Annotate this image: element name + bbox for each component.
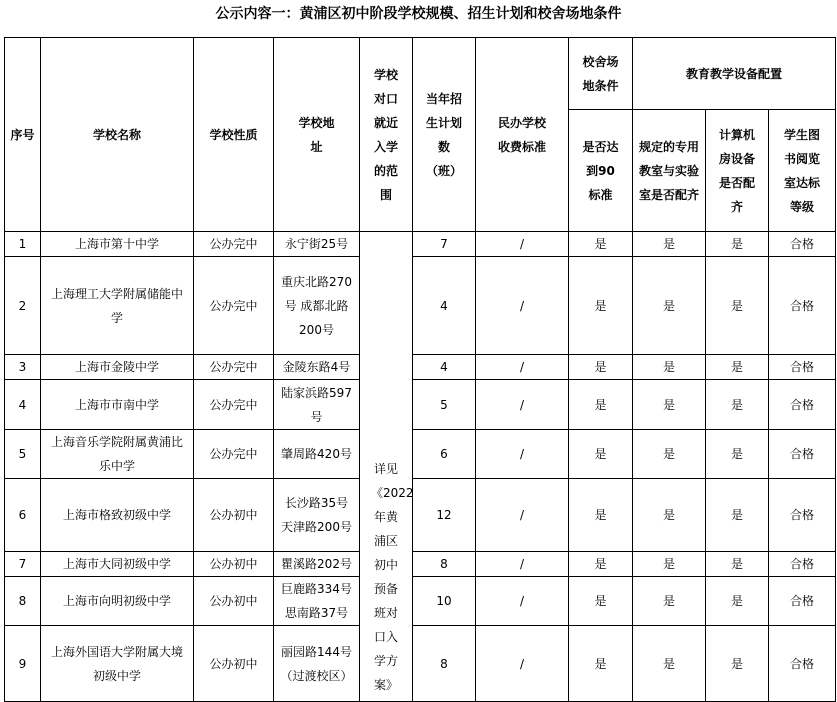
cell-plan: 4: [413, 355, 476, 380]
cell-lab: 是: [633, 552, 706, 577]
cell-lab: 是: [633, 355, 706, 380]
cell-fee: /: [476, 479, 569, 552]
cell-lab: 是: [633, 380, 706, 430]
cell-fee: /: [476, 380, 569, 430]
cell-site: 是: [569, 626, 633, 702]
cell-site: 是: [569, 430, 633, 479]
table-row: [5, 577, 836, 626]
cell-name: 上海市格致初级中学: [41, 479, 194, 552]
cell-name: 上海理工大学附属储能中学: [41, 257, 194, 355]
table-row: [5, 479, 836, 552]
cell-site: 是: [569, 355, 633, 380]
cell-site: 是: [569, 577, 633, 626]
cell-fee: /: [476, 552, 569, 577]
cell-site: 是: [569, 552, 633, 577]
cell-name: 上海音乐学院附属黄浦比乐中学: [41, 430, 194, 479]
cell-lab: 是: [633, 626, 706, 702]
cell-lab: 是: [633, 479, 706, 552]
cell-range: 详见《2022年黄浦区初中预备班对口入学方案》: [360, 232, 413, 702]
header-seq: 序号: [5, 38, 41, 232]
cell-name: 上海市大同初级中学: [41, 552, 194, 577]
schools-table: [4, 37, 836, 702]
cell-lab: 是: [633, 430, 706, 479]
cell-site: 是: [569, 232, 633, 257]
cell-nature: 公办初中: [194, 479, 274, 552]
cell-lab: 是: [633, 577, 706, 626]
cell-library: 合格: [769, 232, 836, 257]
cell-computer: 是: [706, 380, 769, 430]
header-site-group: 校舍场地条件: [569, 38, 633, 110]
cell-site: 是: [569, 380, 633, 430]
cell-seq: 6: [5, 479, 41, 552]
table-row: [5, 626, 836, 702]
cell-name: 上海市金陵中学: [41, 355, 194, 380]
header-lab: 规定的专用教室与实验室是否配齐: [633, 110, 706, 232]
cell-lab: 是: [633, 257, 706, 355]
cell-plan: 4: [413, 257, 476, 355]
cell-plan: 10: [413, 577, 476, 626]
cell-lab: 是: [633, 232, 706, 257]
cell-address: 金陵东路4号: [274, 355, 360, 380]
cell-address: 瞿溪路202号: [274, 552, 360, 577]
cell-computer: 是: [706, 257, 769, 355]
cell-nature: 公办完中: [194, 257, 274, 355]
cell-seq: 9: [5, 626, 41, 702]
cell-seq: 7: [5, 552, 41, 577]
cell-library: 合格: [769, 257, 836, 355]
cell-nature: 公办初中: [194, 626, 274, 702]
cell-address: 永宁街25号: [274, 232, 360, 257]
cell-computer: 是: [706, 355, 769, 380]
cell-name: 上海市向明初级中学: [41, 577, 194, 626]
cell-seq: 4: [5, 380, 41, 430]
header-computer: 计算机房设备是否配齐: [706, 110, 769, 232]
cell-plan: 6: [413, 430, 476, 479]
cell-seq: 5: [5, 430, 41, 479]
cell-nature: 公办初中: [194, 577, 274, 626]
cell-address: 巨鹿路334号 思南路37号: [274, 577, 360, 626]
cell-nature: 公办完中: [194, 355, 274, 380]
header-address: 学校地址: [274, 38, 360, 232]
cell-plan: 12: [413, 479, 476, 552]
cell-fee: /: [476, 430, 569, 479]
table-row: [5, 380, 836, 430]
cell-library: 合格: [769, 430, 836, 479]
cell-fee: /: [476, 577, 569, 626]
cell-plan: 5: [413, 380, 476, 430]
cell-plan: 7: [413, 232, 476, 257]
cell-address: 陆家浜路597号: [274, 380, 360, 430]
cell-site: 是: [569, 257, 633, 355]
cell-library: 合格: [769, 479, 836, 552]
cell-computer: 是: [706, 232, 769, 257]
table-row: [5, 552, 836, 577]
cell-seq: 1: [5, 232, 41, 257]
cell-site: 是: [569, 479, 633, 552]
cell-seq: 8: [5, 577, 41, 626]
cell-library: 合格: [769, 552, 836, 577]
header-name: 学校名称: [41, 38, 194, 232]
cell-plan: 8: [413, 552, 476, 577]
cell-library: 合格: [769, 380, 836, 430]
cell-fee: /: [476, 355, 569, 380]
cell-nature: 公办完中: [194, 232, 274, 257]
header-fee: 民办学校收费标准: [476, 38, 569, 232]
cell-computer: 是: [706, 626, 769, 702]
header-nature: 学校性质: [194, 38, 274, 232]
cell-fee: /: [476, 257, 569, 355]
header-plan: 当年招生计划数（班）: [413, 38, 476, 232]
cell-address: 丽园路144号（过渡校区）: [274, 626, 360, 702]
header-equip-group: 教育教学设备配置: [633, 38, 836, 110]
cell-address: 长沙路35号 天津路200号: [274, 479, 360, 552]
cell-nature: 公办初中: [194, 552, 274, 577]
cell-fee: /: [476, 232, 569, 257]
cell-seq: 2: [5, 257, 41, 355]
cell-name: 上海外国语大学附属大境初级中学: [41, 626, 194, 702]
page-title: 公示内容一：黄浦区初中阶段学校规模、招生计划和校舍场地条件: [215, 6, 622, 22]
cell-address: 重庆北路270号 成都北路200号: [274, 257, 360, 355]
cell-address: 肇周路420号: [274, 430, 360, 479]
cell-computer: 是: [706, 430, 769, 479]
header-range: 学校对口就近入学的范围: [360, 38, 413, 232]
cell-library: 合格: [769, 577, 836, 626]
header-site-std: 是否达到90标准: [569, 110, 633, 232]
cell-computer: 是: [706, 479, 769, 552]
cell-computer: 是: [706, 577, 769, 626]
cell-nature: 公办完中: [194, 380, 274, 430]
table-row: [5, 355, 836, 380]
cell-nature: 公办完中: [194, 430, 274, 479]
cell-plan: 8: [413, 626, 476, 702]
header-library: 学生图书阅览室达标等级: [769, 110, 836, 232]
table-row: [5, 232, 836, 257]
cell-computer: 是: [706, 552, 769, 577]
table-row: [5, 257, 836, 355]
table-row: [5, 430, 836, 479]
cell-name: 上海市第十中学: [41, 232, 194, 257]
cell-fee: /: [476, 626, 569, 702]
cell-name: 上海市市南中学: [41, 380, 194, 430]
cell-library: 合格: [769, 626, 836, 702]
cell-library: 合格: [769, 355, 836, 380]
cell-seq: 3: [5, 355, 41, 380]
